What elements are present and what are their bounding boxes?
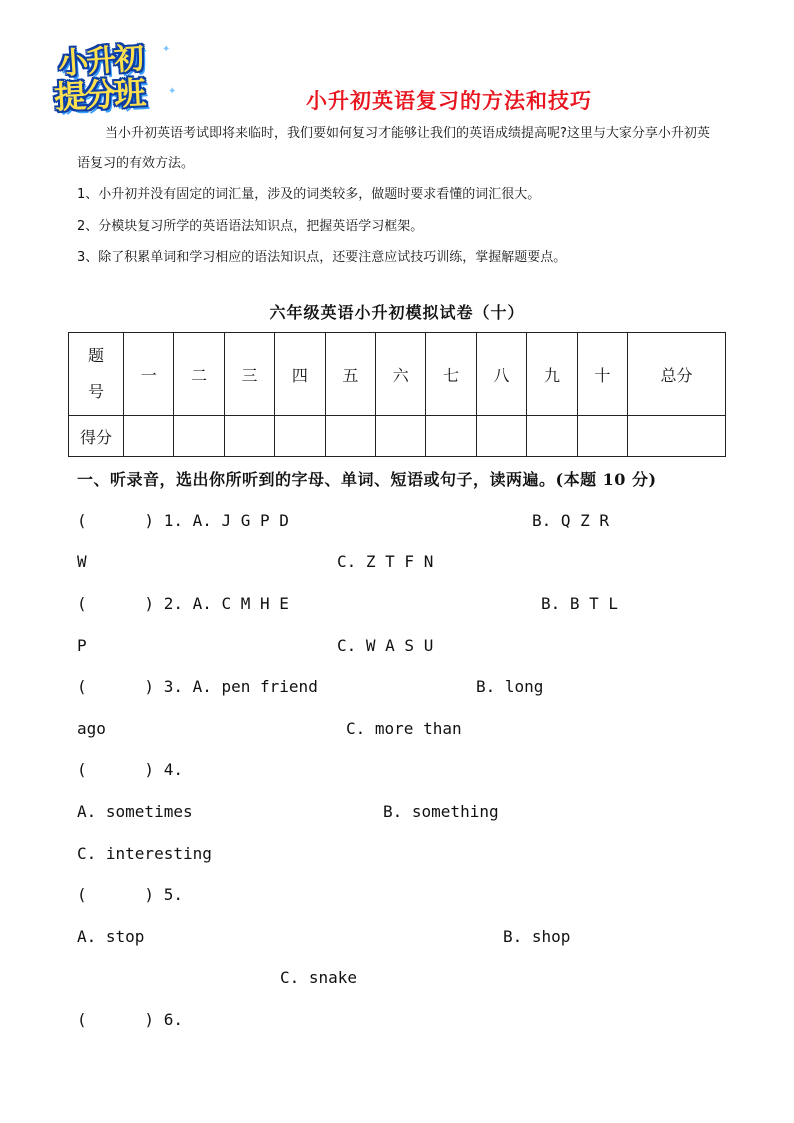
section-heading: 一、听录音，选出你所听到的字母、单词、短语或句子，读两遍。(本题 10 分) (77, 470, 657, 489)
column-header: 八 (476, 333, 526, 416)
tip-item: 1、小升初并没有固定的词汇量，涉及的词类较多，做题时要求看懂的词汇很大。 (77, 187, 541, 202)
score-cell[interactable] (275, 416, 325, 457)
option-text: C. W A S U (337, 636, 434, 655)
option-text: C. more than (346, 719, 462, 738)
option-text: A. sometimes (77, 802, 193, 821)
column-header: 四 (275, 333, 325, 416)
option-text: W (77, 552, 87, 571)
logo-text-line1: 小升初 (57, 41, 144, 82)
header-cell-question-number: 题 号 (69, 333, 124, 416)
score-cell[interactable] (628, 416, 726, 457)
score-cell[interactable] (325, 416, 375, 457)
column-header-total: 总分 (628, 333, 726, 416)
option-text: C. Z T F N (337, 552, 434, 571)
column-header: 六 (376, 333, 426, 416)
score-cell[interactable] (527, 416, 577, 457)
option-text: B. Q Z R (532, 511, 610, 530)
score-cell[interactable] (476, 416, 526, 457)
column-header: 二 (174, 333, 224, 416)
option-text: P (77, 636, 87, 655)
option-text: B. long (476, 677, 544, 696)
tip-item: 3、除了积累单词和学习相应的语法知识点，还要注意应试技巧训练，掌握解题要点。 (77, 250, 567, 265)
option-text: B. B T L (541, 594, 619, 613)
column-header: 九 (527, 333, 577, 416)
exam-title: 六年级英语小升初模拟试卷（十） (269, 303, 525, 322)
question-line: ( ) 6. (77, 1010, 183, 1029)
score-cell[interactable] (124, 416, 174, 457)
score-table (68, 332, 726, 457)
question-line: ( ) 4. (77, 760, 183, 779)
intro-paragraph: 当小升初英语考试即将来临时，我们要如何复习才能够让我们的英语成绩提高呢?这里与大家分享小升初英语复习的有效方法。 (77, 126, 710, 171)
score-cell[interactable] (426, 416, 476, 457)
question-line: ( ) 2. A. C M H E (77, 594, 289, 613)
page-title: 小升初英语复习的方法和技巧 (306, 89, 592, 113)
score-cell[interactable] (224, 416, 274, 457)
option-text: ago (77, 719, 106, 738)
score-cell[interactable] (174, 416, 224, 457)
column-header: 一 (124, 333, 174, 416)
column-header: 五 (325, 333, 375, 416)
option-text: B. shop (503, 927, 571, 946)
option-text: C. interesting (77, 844, 212, 863)
question-line: ( ) 1. A. J G P D (77, 511, 289, 530)
option-text: B. something (383, 802, 499, 821)
row-label-score: 得分 (69, 416, 124, 457)
option-text: A. stop (77, 927, 145, 946)
sparkle-icon: ✦ (168, 86, 177, 97)
score-cell[interactable] (577, 416, 627, 457)
sparkle-icon: ✦ (162, 44, 171, 55)
column-header: 三 (224, 333, 274, 416)
question-line: ( ) 5. (77, 885, 183, 904)
column-header: 七 (426, 333, 476, 416)
tip-item: 2、分模块复习所学的英语语法知识点，把握英语学习框架。 (77, 219, 424, 234)
column-header: 十 (577, 333, 627, 416)
logo-text-line2: 提分班 (53, 73, 146, 117)
option-text: C. snake (280, 968, 358, 987)
question-line: ( ) 3. A. pen friend (77, 677, 318, 696)
score-cell[interactable] (376, 416, 426, 457)
